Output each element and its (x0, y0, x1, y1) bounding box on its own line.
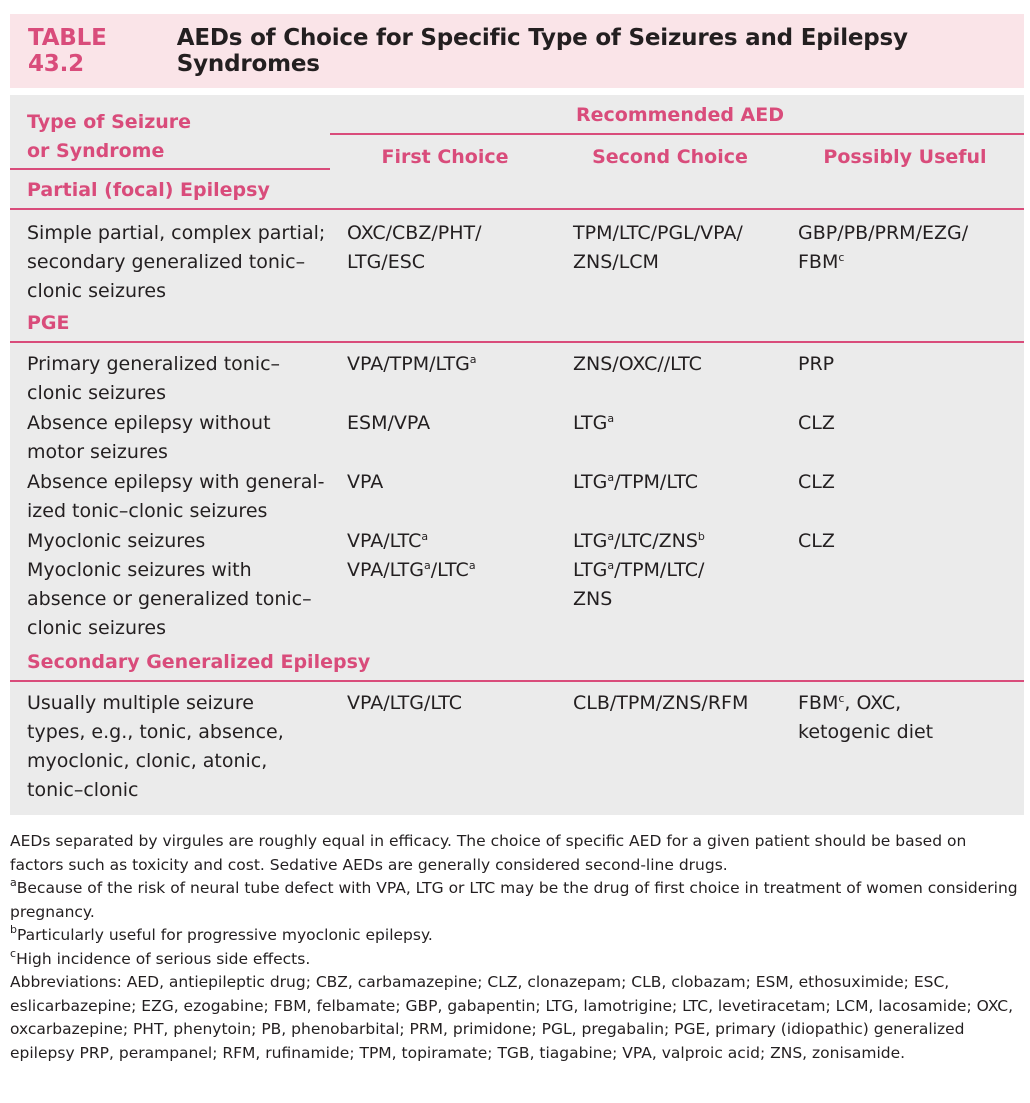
cell-text: LTG (573, 471, 608, 493)
cell-line (573, 556, 704, 585)
table-number: TABLE 43.2 (28, 25, 107, 77)
footnote-mark: a (607, 530, 615, 543)
type-cell (27, 527, 205, 556)
first-choice-cell (347, 527, 428, 556)
cell-text: /TPM/LTC (614, 471, 699, 493)
footnote-mark: a (607, 559, 615, 572)
cell-line: ketogenic diet (798, 721, 934, 743)
cell-text: VPA/TPM/LTG (347, 353, 470, 375)
possibly-useful-cell: CLZ (798, 412, 835, 434)
footnote-b (10, 924, 1022, 948)
second-choice-cell (573, 409, 614, 438)
cell-line: Primary generalized tonic– (27, 353, 281, 375)
first-choice-cell (347, 219, 482, 277)
cell-text: , OXC, (844, 692, 902, 714)
header-recommended-aed: Recommended AED (576, 104, 784, 126)
footnote-mark: a (607, 471, 615, 484)
section-heading: PGE (27, 312, 70, 334)
footnote-mark: b (10, 923, 17, 936)
cell-line: secondary generalized tonic– (27, 251, 306, 273)
header-recommended-rule (330, 133, 1024, 135)
footnote-mark: c (838, 692, 845, 705)
footnote-text: High incidence of serious side effects. (16, 949, 311, 968)
cell-text: LTG (573, 412, 608, 434)
second-choice-cell: ZNS/OXC//LTC (573, 353, 702, 375)
cell-line: clonic seizures (27, 382, 167, 404)
section-rule (10, 208, 1024, 210)
footnote-mark: b (697, 530, 705, 543)
possibly-useful-cell: PRP (798, 353, 835, 375)
header-type-line2: or Syndrome (27, 140, 165, 162)
table-body (10, 95, 1024, 815)
header-type-line1: Type of Seizure (27, 111, 192, 133)
cell-line: GBP/PB/PRM/EZG/ (798, 222, 969, 244)
cell-text: /LTC (430, 559, 469, 581)
cell-line: Usually multiple seizure (27, 692, 254, 714)
header-second-choice: Second Choice (592, 146, 748, 168)
possibly-useful-cell: CLZ (798, 530, 835, 552)
cell-text: VPA/LTC (347, 530, 422, 552)
cell-text: /TPM/LTC/ (614, 559, 705, 581)
footnote-a (10, 877, 1022, 924)
cell-text: /LTC/ZNS (614, 530, 698, 552)
cell-line: types, e.g., tonic, absence, (27, 721, 284, 743)
cell-line: OXC/CBZ/PHT/ (347, 222, 482, 244)
footnote-text: Because of the risk of neural tube defect with VPA, LTG or LTC may be the drug of first choice in treatment of women considering pregnancy. (10, 879, 1018, 921)
cell-text: FBM (798, 692, 839, 714)
second-choice-cell: CLB/TPM/ZNS/RFM (573, 692, 749, 714)
type-cell (27, 689, 284, 805)
footnote-mark: c (838, 251, 845, 264)
cell-text: LTG (573, 559, 608, 581)
first-choice-cell: VPA (347, 471, 384, 493)
type-cell (27, 556, 312, 643)
cell-line: clonic seizures (27, 280, 167, 302)
section-rule (10, 680, 1024, 682)
footnote-c (10, 948, 1022, 972)
type-cell (27, 219, 325, 306)
cell-line: Absence epilepsy with general- (27, 471, 325, 493)
table-title: AEDs of Choice for Specific Type of Seizures and Epilepsy Syndromes (176, 25, 908, 77)
header-first-choice: First Choice (381, 146, 509, 168)
possibly-useful-cell (798, 219, 968, 277)
footnote-mark: a (10, 876, 17, 889)
footnote-mark: a (607, 412, 615, 425)
second-choice-cell (573, 556, 704, 614)
second-choice-cell (573, 527, 705, 556)
cell-line: ZNS/LCM (573, 251, 659, 273)
footnote-mark: c (10, 946, 17, 960)
footnote-text: Particularly useful for progressive myoclonic epilepsy. (16, 926, 433, 944)
cell-line: myoclonic, clonic, atonic, (27, 750, 268, 772)
cell-line: ized tonic–clonic seizures (27, 500, 268, 522)
first-choice-cell (347, 556, 476, 585)
section-heading: Secondary Generalized Epilepsy (27, 651, 371, 673)
first-choice-cell: ESM/VPA (347, 412, 431, 434)
footnote-mark: a (421, 530, 429, 543)
cell-line (798, 248, 968, 277)
cell-line: motor seizures (27, 441, 168, 463)
section-rule (10, 341, 1024, 343)
cell-line: absence or generalized tonic– (27, 588, 312, 610)
type-cell (27, 468, 325, 526)
section-heading: Partial (focal) Epilepsy (27, 179, 270, 201)
header-possibly-useful: Possibly Useful (823, 146, 987, 168)
table-title-band (10, 14, 1024, 88)
type-cell (27, 409, 271, 467)
type-cell (27, 350, 280, 408)
cell-text: VPA/LTG (347, 559, 424, 581)
footnote-mark: a (468, 559, 476, 572)
first-choice-cell (347, 350, 477, 379)
cell-line (798, 689, 933, 718)
abbreviations: Abbreviations: AED, antiepileptic drug; CBZ, carbamazepine; CLZ, clonazepam; CLB, clobazam; ESM, ethosuximide; ESC, eslicarbazepine; EZG, ezogabine; FBM, felbamate; GBP, gabapentin; LTG, lamotrigine; LTC, levetiracetam; LCM, lacosamide; OXC, oxcarbazepine; PHT, phenytoin; PB, phenobarbital; PRM, primidone; PGL, pregabalin; PGE, primary (idiopathic) generalized epilepsy PRP, perampanel; RFM, rufinamide; TPM, topiramate; TGB, tiagabine; VPA, valproic acid; ZNS, zonisamide. (10, 973, 1014, 1062)
cell-text: FBM (798, 251, 839, 273)
second-choice-cell (573, 468, 698, 497)
header-type-rule (10, 168, 330, 170)
possibly-useful-cell: CLZ (798, 471, 835, 493)
cell-line: Myoclonic seizures (27, 530, 206, 552)
cell-line: tonic–clonic (27, 779, 139, 801)
cell-line: clonic seizures (27, 617, 167, 639)
cell-text: LTG (573, 530, 608, 552)
footnote-mark: a (423, 559, 431, 572)
table-footnotes (10, 830, 1022, 1065)
possibly-useful-cell (798, 689, 933, 747)
cell-line: TPM/LTC/PGL/VPA/ (573, 222, 743, 244)
cell-line: Simple partial, complex partial; (27, 222, 326, 244)
cell-line: Myoclonic seizures with (27, 559, 252, 581)
second-choice-cell (573, 219, 743, 277)
first-choice-cell: VPA/LTG/LTC (347, 692, 463, 714)
footnote-mark: a (469, 353, 477, 366)
cell-line: ZNS (573, 588, 613, 610)
cell-line: Absence epilepsy without (27, 412, 271, 434)
cell-line: LTG/ESC (347, 251, 426, 273)
general-note: AEDs separated by virgules are roughly equal in efficacy. The choice of specific AED for a given patient should be based on factors such as toxicity and cost. Sedative AEDs are generally considered second-line drugs. (10, 832, 967, 874)
